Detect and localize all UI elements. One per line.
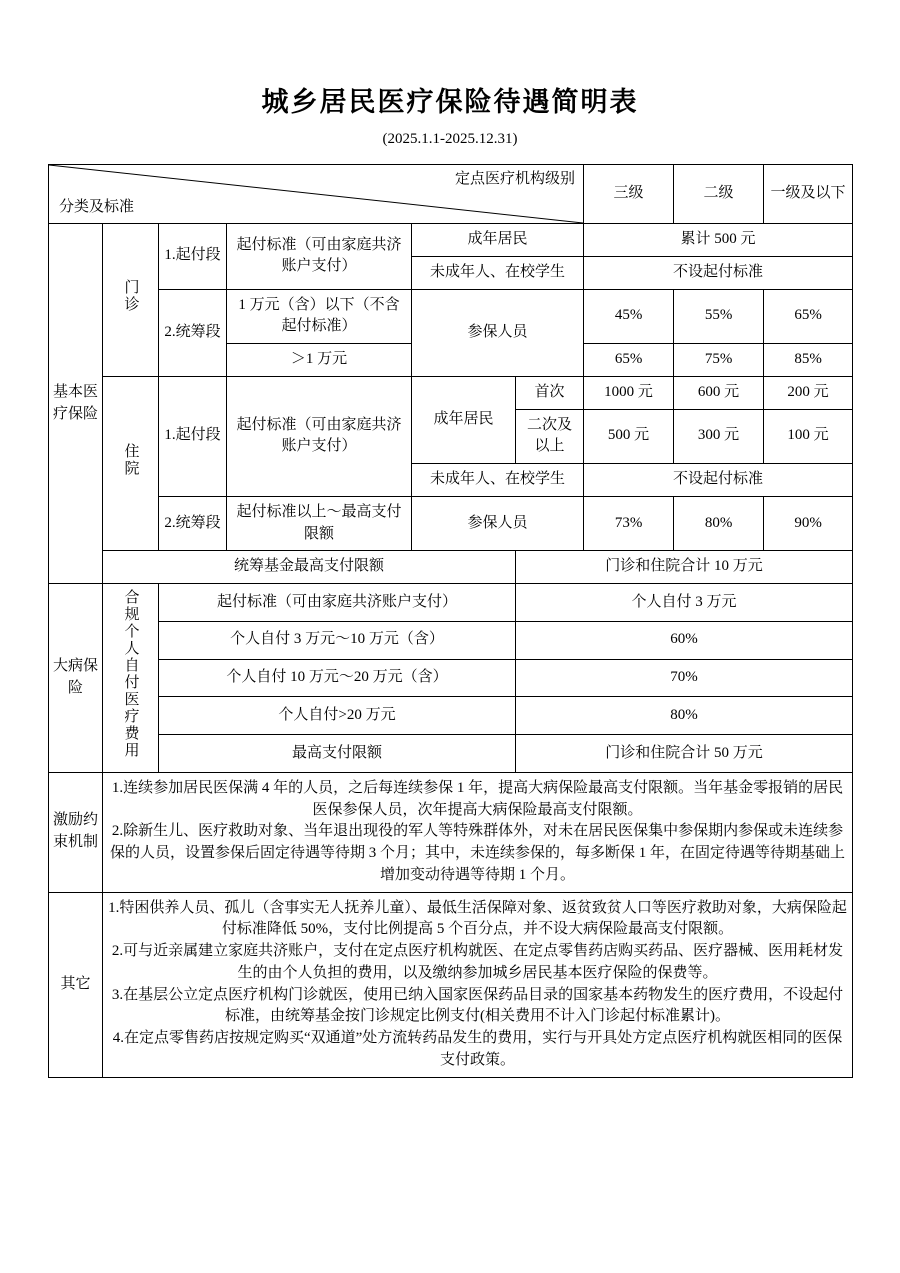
header-level-1: 三级 <box>584 165 674 224</box>
table-row <box>49 376 853 409</box>
other-content <box>103 892 853 1077</box>
inpatient-deductible-label: 1.起付段 <box>159 376 227 496</box>
inpatient-minor-value: 不设起付标准 <box>584 464 853 497</box>
inpatient-minor-label: 未成年人、在校学生 <box>412 464 584 497</box>
inpatient-deductible-standard: 起付标准（可由家庭共济账户支付） <box>227 376 412 496</box>
header-corner-cell <box>49 165 584 224</box>
table-row <box>49 659 853 697</box>
other-item-2: 3.在基层公立定点医疗机构门诊就医，使用已纳入国家医保药品目录的国家基本药物发生的医疗费用，不设起付标准，由统筹基金按门诊规定比例支付(相关费用不计入门诊起付标准累计)。 <box>111 986 844 1025</box>
page-subtitle: (2025.1.1-2025.12.31) <box>382 131 518 147</box>
table-row <box>49 621 853 659</box>
outpatient-tier1-label: 1 万元（含）以下（不含起付标准） <box>227 289 412 344</box>
incentive-item-1: 2.除新生儿、医疗救助对象、当年退出现役的军人等特殊群体外，对未在居民医保集中参保期内参保或未连续参保的人员，设置参保后固定待遇等待期 3 个月；其中，未连续参保的，每多断保 1 年，在固定待遇等待期基础上增加变动待遇等待期 1 个月。 <box>110 823 846 883</box>
critical-row-item-2: 个人自付 10 万元～20 万元（含） <box>159 659 516 697</box>
critical-illness-label: 大病保险 <box>49 584 103 773</box>
other-item-1: 2.可与近亲属建立家庭共济账户，支付在定点医疗机构就医、在定点零售药店购买药品、医疗器械、医用耗材发生的由个人负担的费用，以及缴纳参加城乡居民基本医疗保险的保费等。 <box>111 943 844 981</box>
table-row <box>49 697 853 735</box>
inpatient-second-value-3: 100 元 <box>764 409 853 464</box>
outpatient-tier1-rate-3: 65% <box>764 289 853 344</box>
basic-insurance-label: 基本医疗保险 <box>49 224 103 584</box>
table-row <box>49 496 853 551</box>
table-row <box>49 289 853 344</box>
outpatient-deductible-label: 1.起付段 <box>159 224 227 290</box>
critical-row-item-3: 个人自付>20 万元 <box>159 697 516 735</box>
inpatient-pooling-rate-2: 80% <box>674 496 764 551</box>
inpatient-second-value-2: 300 元 <box>674 409 764 464</box>
table-header-row <box>49 165 853 224</box>
header-level-2: 二级 <box>674 165 764 224</box>
table-row <box>49 772 853 892</box>
outpatient-deductible-standard: 起付标准（可由家庭共济账户支付） <box>227 224 412 290</box>
outpatient-tier1-rate-1: 45% <box>584 289 674 344</box>
other-item-3: 4.在定点零售药店按规定购买“双通道”处方流转药品发生的费用，实行与开具处方定点医疗机构就医相同的医保支付政策。 <box>112 1030 843 1068</box>
inpatient-insured-label: 参保人员 <box>412 496 584 551</box>
inpatient-first-value-2: 600 元 <box>674 376 764 409</box>
inpatient-pooling-range: 起付标准以上～最高支付限额 <box>227 496 412 551</box>
outpatient-minor-label: 未成年人、在校学生 <box>412 256 584 289</box>
inpatient-pooling-rate-1: 73% <box>584 496 674 551</box>
outpatient-label: 门诊 <box>103 224 159 377</box>
outpatient-tier2-rate-2: 75% <box>674 344 764 377</box>
critical-row-item-1: 个人自付 3 万元～10 万元（含） <box>159 621 516 659</box>
inpatient-first-label: 首次 <box>516 376 584 409</box>
inpatient-pooling-rate-3: 90% <box>764 496 853 551</box>
pooling-fund-cap-value: 门诊和住院合计 10 万元 <box>516 551 853 584</box>
inpatient-second-label: 二次及以上 <box>516 409 584 464</box>
outpatient-adult-value: 累计 500 元 <box>584 224 853 257</box>
incentive-label: 激励约束机制 <box>49 772 103 892</box>
table-row <box>49 551 853 584</box>
outpatient-tier1-rate-2: 55% <box>674 289 764 344</box>
inpatient-first-value-3: 200 元 <box>764 376 853 409</box>
critical-row-item-4: 最高支付限额 <box>159 735 516 773</box>
header-level-3: 一级及以下 <box>764 165 853 224</box>
page-title: 城乡居民医疗保险待遇简明表 <box>261 87 639 117</box>
table-row <box>49 892 853 1077</box>
inpatient-pooling-label: 2.统筹段 <box>159 496 227 551</box>
pooling-fund-cap-label: 统筹基金最高支付限额 <box>103 551 516 584</box>
outpatient-adult-label: 成年居民 <box>412 224 584 257</box>
inpatient-label: 住院 <box>103 376 159 551</box>
outpatient-insured-label: 参保人员 <box>412 289 584 376</box>
critical-row-value-0: 个人自付 3 万元 <box>516 584 853 622</box>
critical-row-value-2: 70% <box>516 659 853 697</box>
incentive-content <box>103 772 853 892</box>
header-category-label: 分类及标准 <box>59 199 135 216</box>
inpatient-first-value-1: 1000 元 <box>584 376 674 409</box>
outpatient-pooling-label: 2.统筹段 <box>159 289 227 376</box>
incentive-item-0: 1.连续参加居民医保满 4 年的人员，之后每连续参保 1 年，提高大病保险最高支付限额。当年基金零报销的居民医保参保人员，次年提高大病保险最高支付限额。 <box>111 779 844 818</box>
table-row <box>49 735 853 773</box>
table-row <box>49 224 853 257</box>
critical-illness-sublabel: 合规个人自付医疗费用 <box>103 584 159 773</box>
outpatient-minor-value: 不设起付标准 <box>584 256 853 289</box>
critical-row-value-4: 门诊和住院合计 50 万元 <box>516 735 853 773</box>
critical-row-item-0: 起付标准（可由家庭共济账户支付） <box>159 584 516 622</box>
header-level-label: 定点医疗机构级别 <box>455 171 576 187</box>
outpatient-tier2-label: ＞1 万元 <box>227 344 412 377</box>
inpatient-adult-label: 成年居民 <box>412 376 516 463</box>
critical-row-value-3: 80% <box>516 697 853 735</box>
other-item-0: 1.特困供养人员、孤儿（含事实无人抚养儿童）、最低生活保障对象、返贫致贫人口等医疗救助对象，大病保险起付标准降低 50%，支付比例提高 5 个百分点，并不设大病保险最高支付限额。 <box>108 899 847 938</box>
outpatient-tier2-rate-1: 65% <box>584 344 674 377</box>
outpatient-tier2-rate-3: 85% <box>764 344 853 377</box>
table-row <box>49 584 853 622</box>
other-label: 其它 <box>49 892 103 1077</box>
critical-row-value-1: 60% <box>516 621 853 659</box>
inpatient-second-value-1: 500 元 <box>584 409 674 464</box>
benefits-table <box>48 164 853 1078</box>
